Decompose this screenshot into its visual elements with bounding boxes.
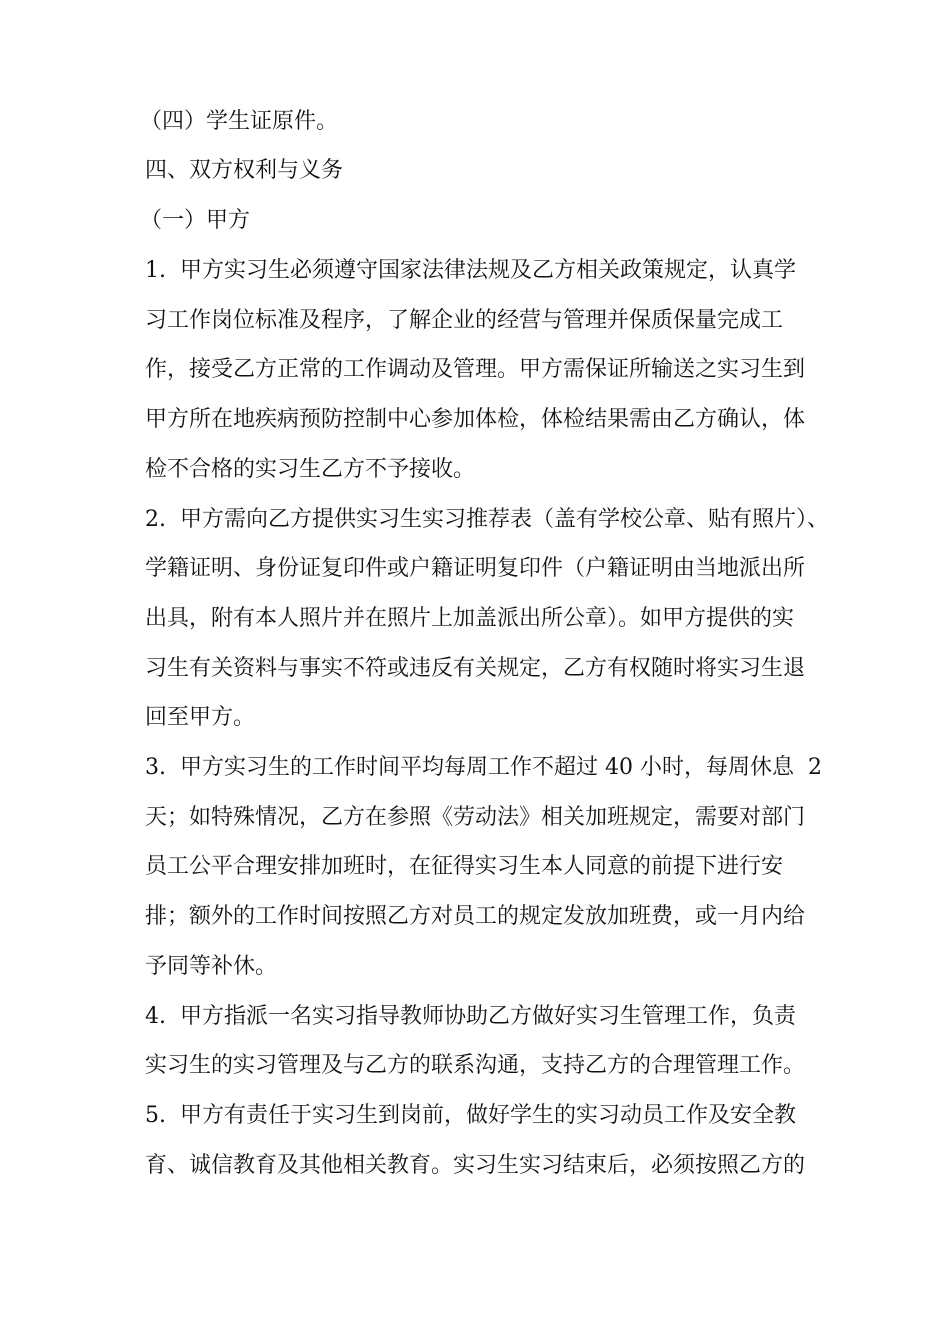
paragraph-line: 4. 甲方指派一名实习指导教师协助乙方做好实习生管理工作，负责 xyxy=(145,1004,796,1029)
paragraph-line: 天；如特殊情况，乙方在参照《劳动法》相关加班规定，需要对部门 xyxy=(145,805,806,830)
section-heading-rights-obligations: 四、双方权利与义务 xyxy=(145,158,344,183)
paragraph-line: 甲方所在地疾病预防控制中心参加体检，体检结果需由乙方确认，体 xyxy=(145,407,806,432)
paragraph-line: 出具，附有本人照片并在照片上加盖派出所公章）。如甲方提供的实 xyxy=(145,606,795,631)
section-item-student-id: （四）学生证原件。 xyxy=(140,109,339,134)
paragraph-line: 实习生的实习管理及与乙方的联系沟通，支持乙方的合理管理工作。 xyxy=(145,1053,806,1078)
paragraph-line: 予同等补休。 xyxy=(145,954,278,979)
paragraph-line: 排；额外的工作时间按照乙方对员工的规定发放加班费，或一月内给 xyxy=(145,904,806,929)
paragraph-line: 作，接受乙方正常的工作调动及管理。甲方需保证所输送之实习生到 xyxy=(145,357,806,382)
paragraph-line: 检不合格的实习生乙方不予接收。 xyxy=(145,457,476,482)
paragraph-line: 3. 甲方实习生的工作时间平均每周工作不超过 40 小时，每周休息 2 xyxy=(145,755,822,780)
paragraph-line: 5. 甲方有责任于实习生到岗前，做好学生的实习动员工作及安全教 xyxy=(145,1103,796,1128)
paragraph-line: 习生有关资料与事实不符或违反有关规定，乙方有权随时将实习生退 xyxy=(145,656,806,681)
paragraph-line: 员工公平合理安排加班时，在征得实习生本人同意的前提下进行安 xyxy=(145,854,784,879)
paragraph-line: 回至甲方。 xyxy=(145,705,256,730)
paragraph-line: 1. 甲方实习生必须遵守国家法律法规及乙方相关政策规定，认真学 xyxy=(145,258,796,283)
paragraph-line: 学籍证明、身份证复印件或户籍证明复印件（户籍证明由当地派出所 xyxy=(145,556,806,581)
paragraph-line: 2. 甲方需向乙方提供实习生实习推荐表（盖有学校公章、贴有照片）、 xyxy=(145,507,829,532)
paragraph-line: 习工作岗位标准及程序，了解企业的经营与管理并保质保量完成工 xyxy=(145,308,784,333)
subsection-heading-party-a: （一）甲方 xyxy=(140,208,251,233)
paragraph-line: 育、诚信教育及其他相关教育。实习生实习结束后，必须按照乙方的 xyxy=(145,1153,806,1178)
